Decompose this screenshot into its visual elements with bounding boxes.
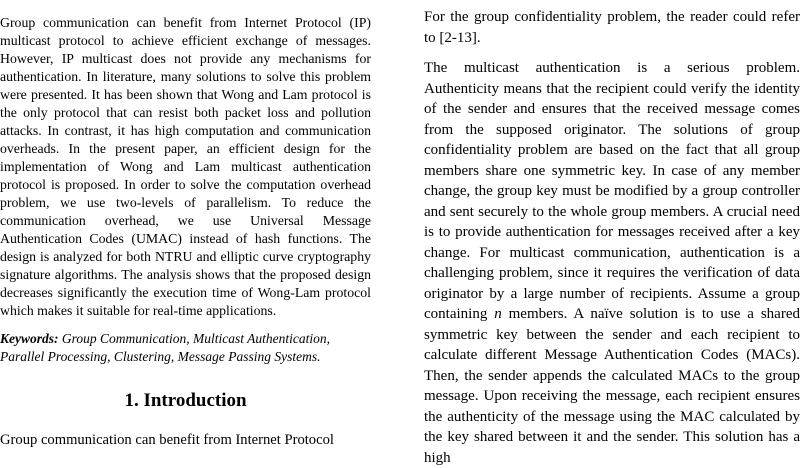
- keywords: [0, 330, 371, 366]
- confidentiality-paragraph: For the group confidentiality problem, the reader could refer to [2-13].: [424, 9, 800, 46]
- intro-first-line: Group communication can benefit from Internet Protocol: [0, 432, 334, 448]
- right-column: [424, 0, 800, 468]
- abstract-paragraph: Group communication can benefit from Internet Protocol (IP) multicast protocol to achieve efficient exchange of messages. However, IP multicast does not provide any mechanisms for authentication. In literature, many solutions to solve this problem were presented. It has been shown that Wong and Lam protocol is the only protocol that can resist both packet loss and pollution attacks. In contrast, it has high computation and communication overheads. In the present paper, an efficient design for the implementation of Wong and Lam multicast authentication protocol is proposed. In order to solve the computation overhead problem, we use two-levels of parallelism. To reduce the communication overhead, we use Universal Message Authentication Codes (UMAC) instead of hash functions. The design is analyzed for both NTRU and elliptic curve cryptography signature algorithms. The analysis shows that the proposed design decreases significantly the execution time of Wong-Lam protocol which makes it suitable for real-time applications.: [0, 15, 371, 318]
- section-title: 1. Introduction: [124, 390, 247, 411]
- variable-n: n: [494, 306, 502, 322]
- authentication-paragraph: The multicast authentication is a serious problem. Authenticity means that the recipient could verify the identity of the sender and ensures that the received message comes from the supposed originator. The solutions of group confidentiality problem are based on the fact that all group members share one symmetric key. In case of any member change, the group key must be modified by a group controller and sent securely to the whole group members. A crucial need is to provide authentication for messages received after a key change. For multicast communication, authentication is a challenging problem, since it requires the verification of data originator by a large number of recipients. Assume a group containing n members. A naïve solution is to use a shared symmetric key between the sender and each recipient to calculate different Message Authentication Codes (MACs). Then, the sender appends the calculated MACs to the group message. Upon receiving the message, each recipient ensures the authenticity of the message using the MAC calculated by the key shared between it and the sender. This solution has a high: [424, 60, 800, 466]
- left-column: [0, 0, 371, 450]
- keywords-label: Keywords:: [0, 331, 59, 346]
- keywords-text: Group Communication, Multicast Authentication, Parallel Processing, Clustering, Message Passing Systems.: [0, 331, 330, 364]
- cut-off-line: [424, 0, 800, 7]
